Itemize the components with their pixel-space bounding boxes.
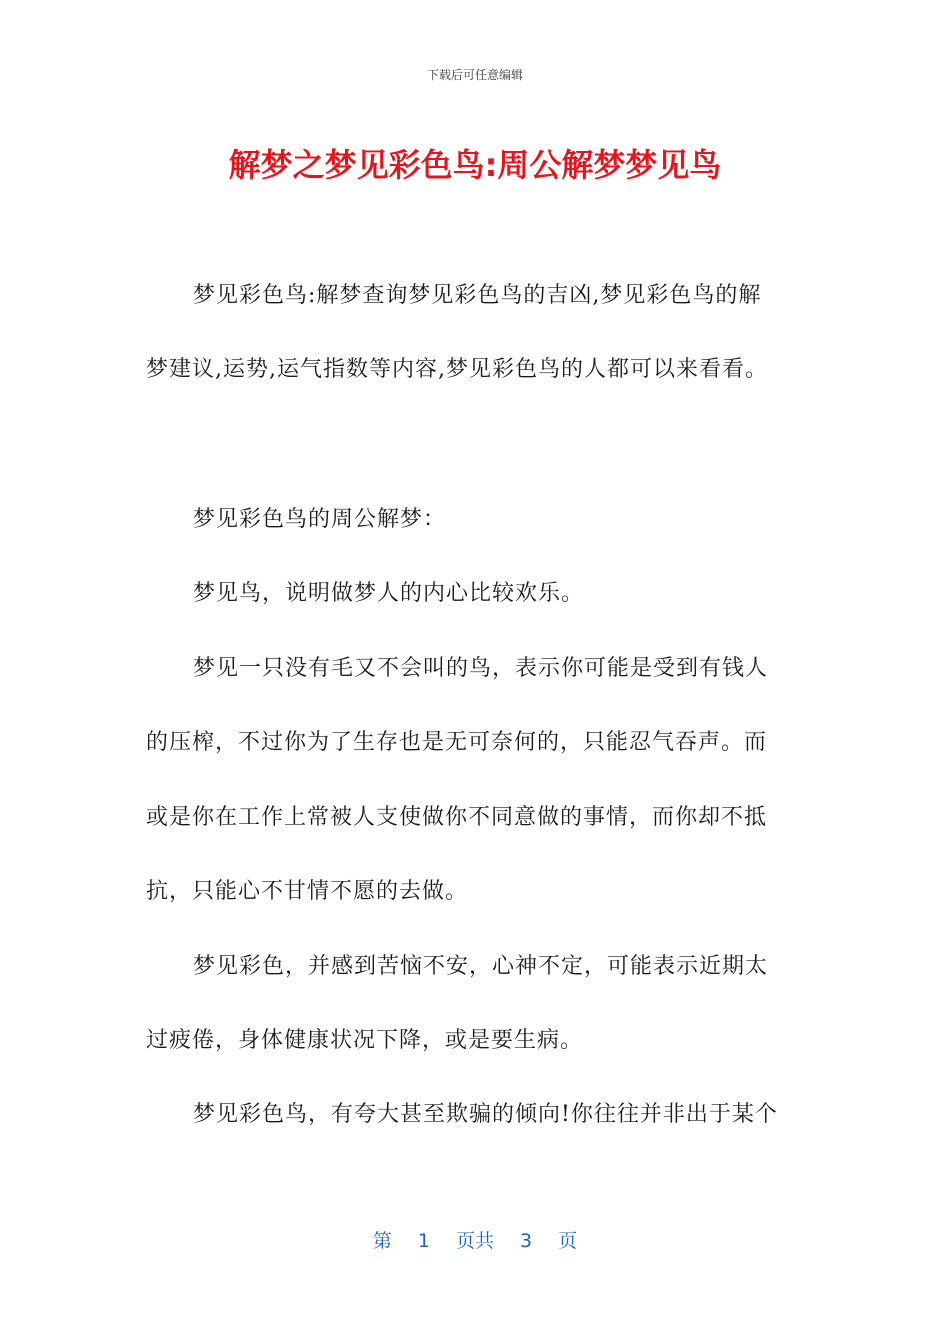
paragraph-line: 过疲倦，身体健康状况下降，或是要生病。 bbox=[146, 1028, 584, 1053]
footer-total-pages: 3 bbox=[520, 1230, 533, 1252]
paragraph-line: 梦见一只没有毛又不会叫的鸟，表示你可能是受到有钱人 bbox=[193, 656, 769, 681]
paragraph-line: 梦见彩色，并感到苦恼不安，心神不定，可能表示近期太 bbox=[193, 954, 769, 979]
paragraph-line: 的压榨，不过你为了生存也是无可奈何的，只能忍气吞声。而 bbox=[146, 730, 768, 755]
footer-prefix: 第 bbox=[372, 1230, 392, 1252]
document-title: 解梦之梦见彩色鸟:周公解梦梦见鸟 bbox=[228, 146, 722, 184]
paragraph-line: 梦见彩色鸟，有夸大甚至欺骗的倾向!你往往并非出于某个 bbox=[193, 1102, 778, 1127]
paragraph-line: 梦见彩色鸟的周公解梦： bbox=[193, 507, 447, 532]
paragraph-line: 梦见鸟，说明做梦人的内心比较欢乐。 bbox=[193, 581, 585, 606]
footer-suffix: 页 bbox=[558, 1230, 578, 1252]
footer-current-page: 1 bbox=[417, 1230, 430, 1252]
page-header-note: 下载后可任意编辑 bbox=[426, 68, 523, 82]
paragraph-line: 或是你在工作上常被人支使做你不同意做的事情，而你却不抵 bbox=[146, 805, 768, 830]
paragraph-line: 梦见彩色鸟:解梦查询梦见彩色鸟的吉凶,梦见彩色鸟的解 bbox=[193, 283, 762, 308]
paragraph-line: 抗，只能心不甘情不愿的去做。 bbox=[146, 879, 469, 904]
paragraph-line: 梦建议,运势,运气指数等内容,梦见彩色鸟的人都可以来看看。 bbox=[146, 357, 768, 382]
footer-middle: 页共 bbox=[455, 1230, 494, 1252]
page-number-footer bbox=[0, 1226, 950, 1253]
